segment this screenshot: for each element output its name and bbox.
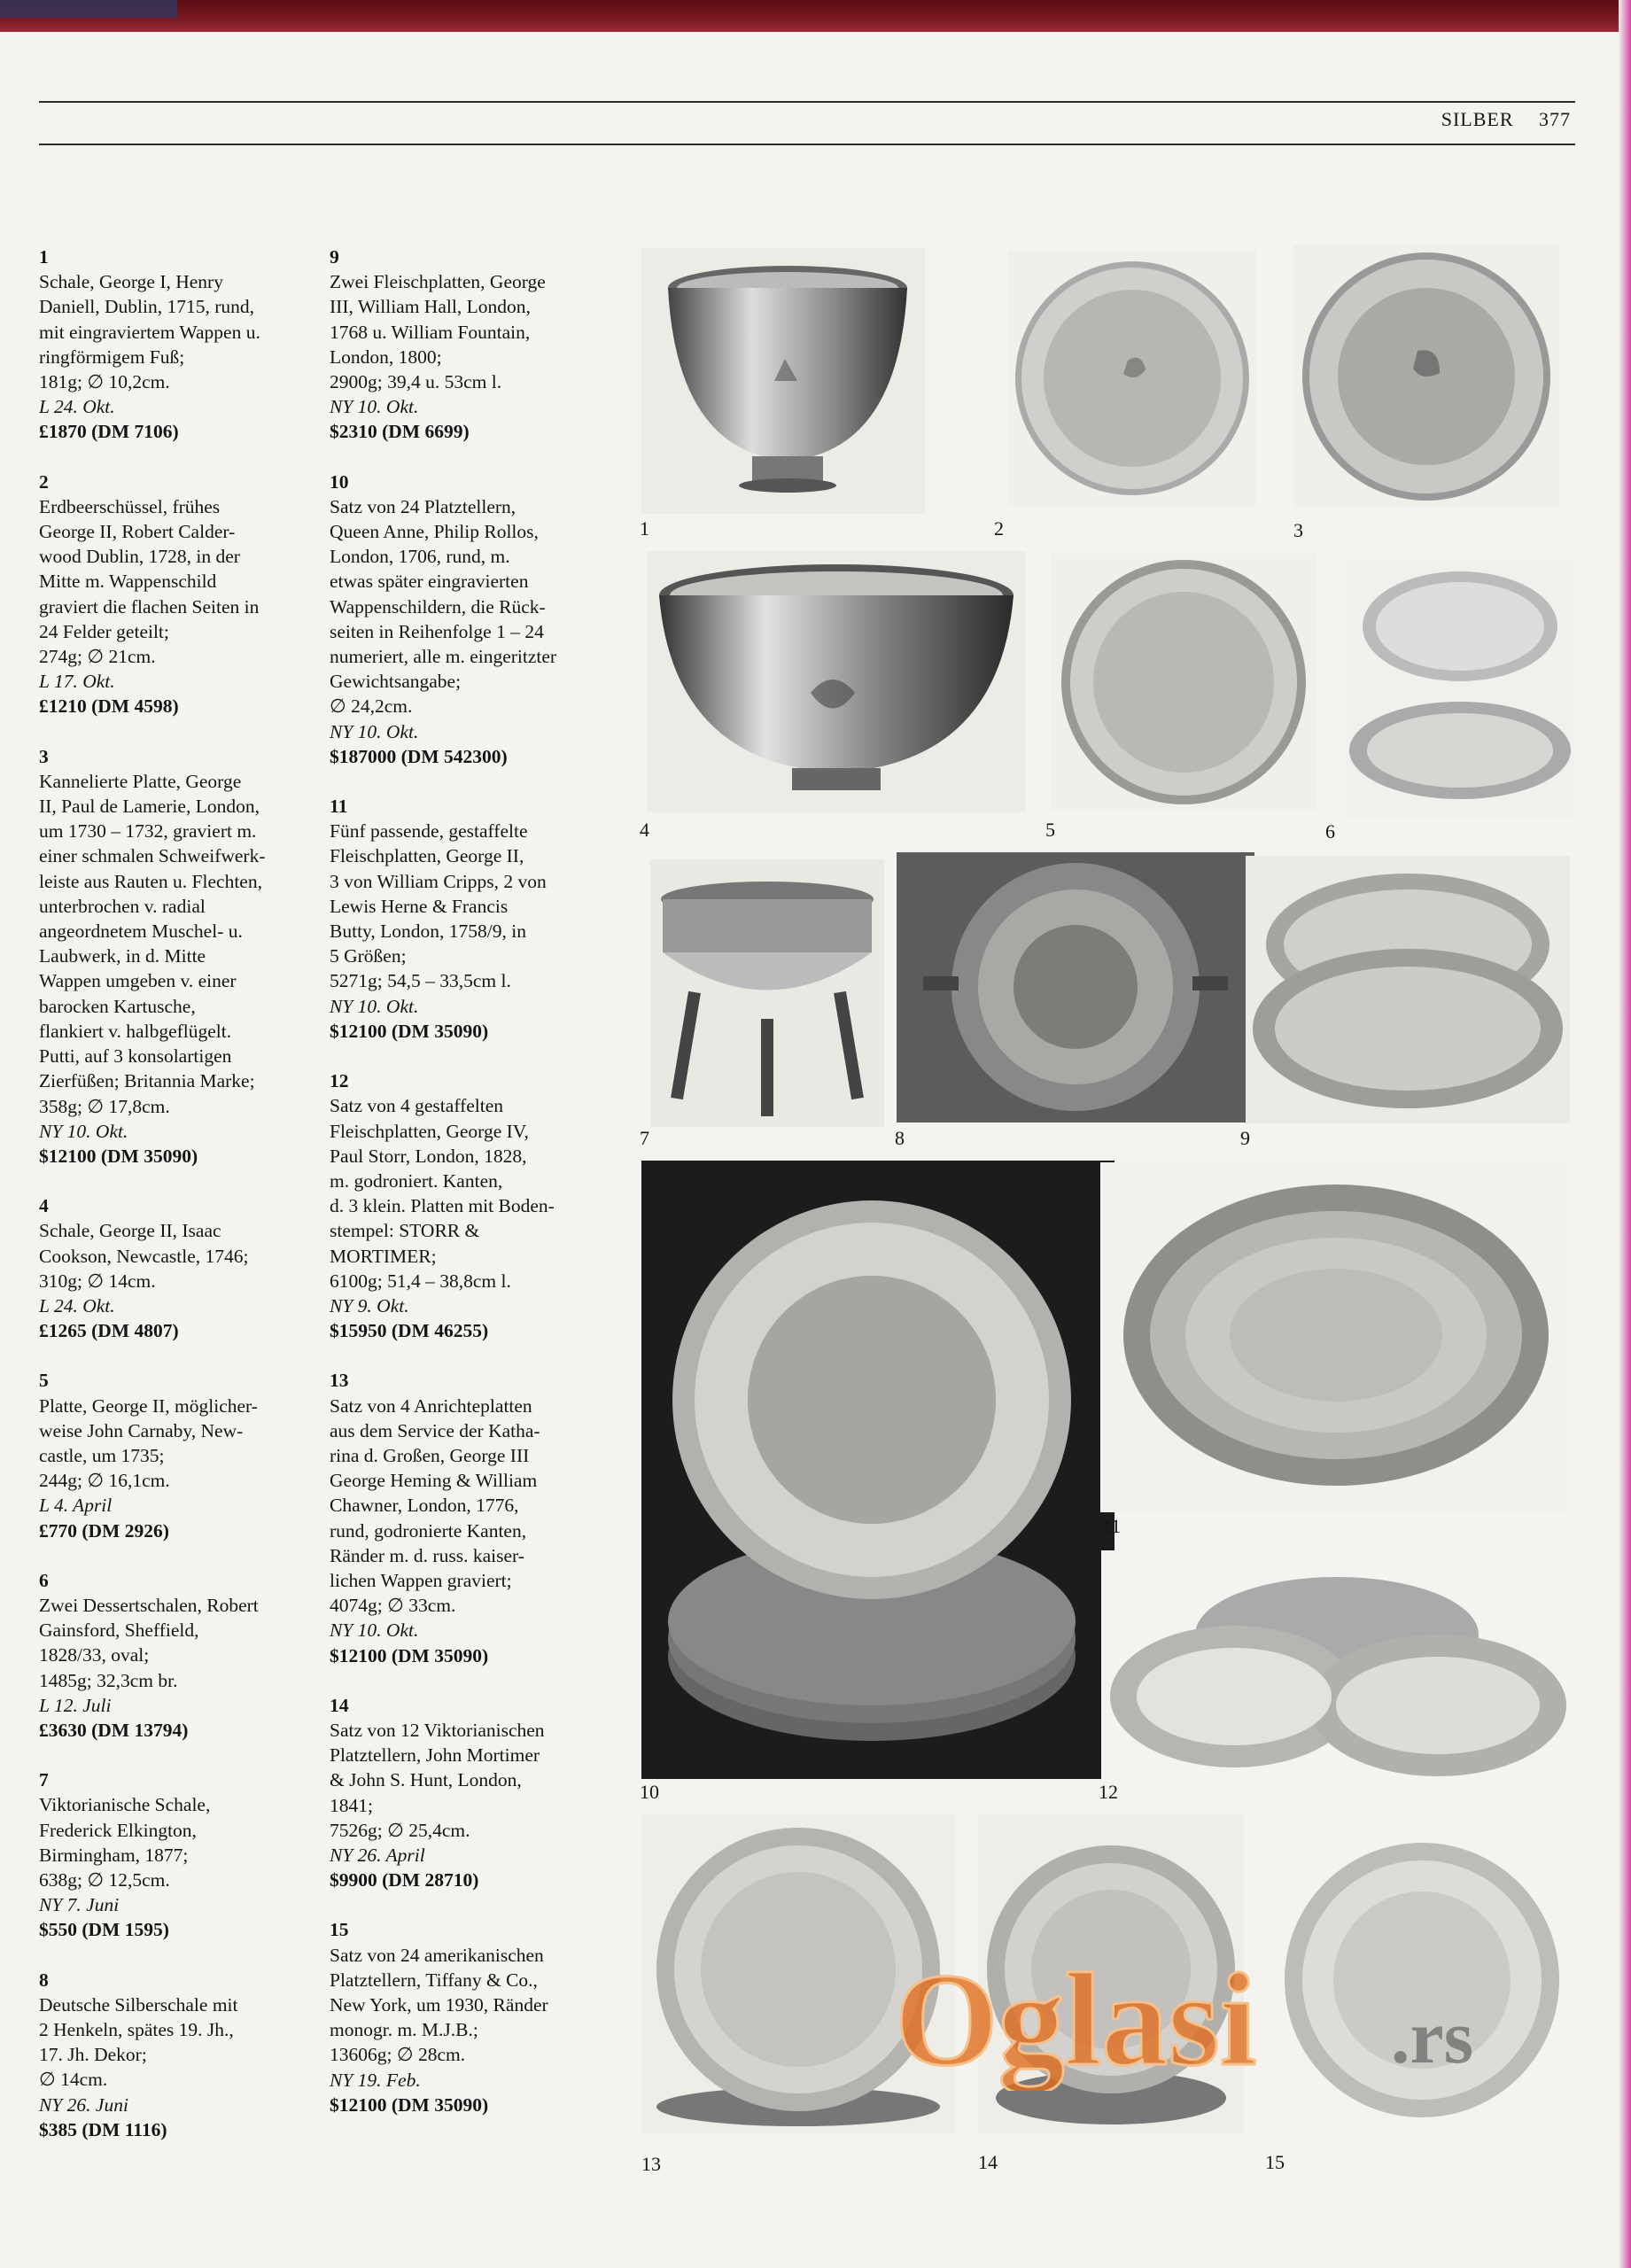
sale-info: NY 7. Juni [39,1894,120,1916]
entry-line: rund, godronierte Kanten, [330,1519,527,1542]
entry-line: Laubwerk, in d. Mitte [39,945,206,967]
entry-line: Platztellern, Tiffany & Co., [330,1969,538,1991]
price: £770 (DM 2926) [39,1519,169,1542]
entry-line: Gewichtsangabe; [330,671,462,693]
entry-line: ∅ 24,2cm. [330,695,413,718]
entry-line: 274g; ∅ 21cm. [39,646,156,668]
entry-line: MORTIMER; [330,1245,437,1267]
entry-line: 2900g; 39,4 u. 53cm l. [330,371,502,393]
price: $550 (DM 1595) [39,1919,169,1941]
photo-caption: 6 [1325,820,1335,843]
catalog-entry [330,1917,611,2117]
entry-line: 3 von William Cripps, 2 von [330,870,547,892]
photo-caption: 12 [1099,1781,1118,1803]
entry-line: Zwei Dessertschalen, Robert [39,1594,259,1616]
sale-info: NY 26. April [330,1844,425,1866]
entry-line: 24 Felder geteilt; [39,620,169,642]
lot-number: 6 [39,1569,49,1591]
lot-number: 4 [39,1195,49,1217]
photo-caption: 4 [640,819,649,841]
photo-caption: 15 [1265,2151,1285,2173]
running-head [1441,108,1571,131]
entry-line: George Heming & William [330,1470,538,1492]
photo-caption: 8 [895,1127,905,1149]
price: $12100 (DM 35090) [39,1145,198,1167]
entry-line: mit eingraviertem Wappen u. [39,321,260,343]
photo-7-victorian-bowl [650,859,884,1127]
entry-line: 17. Jh. Dekor; [39,2044,147,2066]
section-title: SILBER [1441,108,1514,130]
photo-caption: 2 [994,517,1004,540]
entry-line: angeordnetem Muschel- u. [39,920,243,943]
price: $385 (DM 1116) [39,2118,167,2140]
entry-line: 181g; ∅ 10,2cm. [39,371,170,393]
top-band-left-patch [0,0,177,18]
photo-caption: 1 [640,517,649,540]
entry-line: Satz von 4 gestaffelten [330,1095,504,1117]
lot-number: 12 [330,1070,349,1092]
entry-line: 13606g; ∅ 28cm. [330,2044,466,2066]
price: £3630 (DM 13794) [39,1719,189,1741]
sale-info: L 24. Okt. [39,396,115,418]
entry-line: II, Paul de Lamerie, London, [39,796,260,818]
entry-line: 1768 u. William Fountain, [330,321,531,343]
catalog-column-middle [330,245,611,2142]
entry-line: 7526g; ∅ 25,4cm. [330,1819,470,1841]
photo-caption: 14 [978,2151,998,2173]
lot-number: 14 [330,1694,349,1716]
entry-line: um 1730 – 1732, graviert m. [39,820,257,843]
entry-line: Daniell, Dublin, 1715, rund, [39,296,255,318]
lot-number: 1 [39,246,49,268]
entry-line: weise John Carnaby, New- [39,1419,244,1441]
price: $9900 (DM 28710) [330,1869,479,1891]
lot-number: 3 [39,745,49,767]
photo-5-scalloped-plate [1051,554,1316,811]
entry-line: George II, Robert Calder- [39,521,236,543]
right-scan-edge [1619,0,1631,2268]
entry-line: graviert die flachen Seiten in [39,595,260,617]
entry-line: Fleischplatten, George IV, [330,1120,529,1142]
lot-number: 10 [330,470,349,493]
entry-line: 4074g; ∅ 33cm. [330,1595,456,1617]
entry-line: & John S. Hunt, London, [330,1769,522,1791]
price: £1870 (DM 7106) [39,421,179,443]
entry-line: 1485g; 32,3cm br. [39,1669,178,1691]
entry-line: unterbrochen v. radial [39,895,206,917]
entry-line: Zwei Fleischplatten, George [330,271,546,293]
lot-number: 5 [39,1370,49,1392]
lot-number: 15 [330,1919,349,1941]
price: $187000 (DM 542300) [330,745,508,767]
entry-line: d. 3 klein. Platten mit Boden- [330,1195,555,1217]
entry-line: 6100g; 51,4 – 38,8cm l. [330,1270,511,1292]
sale-info: NY 19. Feb. [330,2069,421,2091]
watermark-tld: .rs [1391,1994,1474,2079]
photo-3-fluted-plate [1293,245,1559,509]
photo-8-two-handled-bowl [897,852,1254,1122]
entry-line: seiten in Reihenfolge 1 – 24 [330,620,544,642]
catalog-entry [39,470,305,719]
sale-info: NY 10. Okt. [330,396,419,418]
entry-line: 638g; ∅ 12,5cm. [39,1868,170,1891]
entry-line: 358g; ∅ 17,8cm. [39,1095,170,1117]
entry-line: Fleischplatten, George II, [330,845,524,867]
photo-caption: 11 [1102,1515,1122,1537]
entry-line: 2 Henkeln, spätes 19. Jh., [39,2019,234,2040]
header-rule-bottom [39,144,1575,145]
sale-info: NY 9. Okt. [330,1294,409,1317]
entry-line: Deutsche Silberschale mit [39,1993,238,2016]
entry-line: Viktorianische Schale, [39,1794,211,1816]
entry-line: III, William Hall, London, [330,296,531,318]
entry-line: Schale, George I, Henry [39,271,223,293]
photo-1-bowl [641,248,925,514]
entry-line: 244g; ∅ 16,1cm. [39,1470,170,1492]
sale-info: L 24. Okt. [39,1294,115,1317]
entry-line: Zierfüßen; Britannia Marke; [39,1070,255,1092]
entry-line: castle, um 1735; [39,1444,165,1466]
lot-number: 7 [39,1769,49,1791]
sale-info: NY 10. Okt. [330,1619,419,1642]
entry-line: m. godroniert. Kanten, [330,1169,503,1192]
top-color-band [0,0,1631,32]
sale-info: NY 10. Okt. [330,720,419,742]
photo-10-plates-stack [641,1161,1115,1779]
sale-info: NY 10. Okt. [39,1120,128,1142]
price: $2310 (DM 6699) [330,421,470,443]
photo-caption: 13 [641,2153,661,2175]
header-rule-top [39,101,1575,103]
entry-line: aus dem Service der Katha- [330,1419,540,1441]
catalog-entry [39,1368,305,1542]
catalog-entry [39,744,305,1169]
entry-line: leiste aus Rauten u. Flechten, [39,870,262,892]
photo-caption: 9 [1240,1127,1250,1149]
entry-line: Gainsford, Sheffield, [39,1619,199,1642]
entry-line: Frederick Elkington, [39,1819,197,1841]
price: $12100 (DM 35090) [330,1644,489,1666]
price: £1210 (DM 4598) [39,695,179,718]
entry-line: Platztellern, John Mortimer [330,1744,540,1767]
entry-line: Satz von 12 Viktorianischen [330,1719,545,1741]
entry-line: Satz von 24 Platztellern, [330,495,516,517]
price: £1265 (DM 4807) [39,1320,179,1342]
entry-line: 1828/33, oval; [39,1644,150,1666]
sale-info: NY 26. Juni [39,2093,128,2116]
entry-line: 1841; [330,1794,373,1816]
lot-number: 11 [330,796,348,818]
catalog-entry [330,245,611,445]
entry-line: numeriert, alle m. eingeritzter [330,646,557,668]
photo-9-meat-platters [1246,856,1570,1123]
catalog-entry [330,470,611,769]
entry-line: Wappen umgeben v. einer [39,970,237,992]
catalog-entry [39,245,305,445]
photo-6-dessert-dishes [1347,560,1573,819]
entry-line: Erdbeerschüssel, frühes [39,495,221,517]
lot-number: 8 [39,1969,49,1991]
entry-line: Wappenschildern, die Rück- [330,595,546,617]
catalog-entry [39,1968,305,2142]
photo-11-staggered-platters [1100,1162,1572,1512]
photo-caption: 7 [640,1127,649,1149]
entry-line: rina d. Großen, George III [330,1444,530,1466]
entry-line: Lewis Herne & Francis [330,895,509,917]
catalog-entry [39,1193,305,1343]
price: $12100 (DM 35090) [330,1020,489,1042]
entry-line: New York, um 1930, Ränder [330,1994,548,2016]
entry-line: Putti, auf 3 konsolartigen [39,1045,232,1068]
entry-line: etwas später eingravierten [330,571,529,593]
photo-4-bowl [647,551,1026,812]
entry-line: Platte, George II, möglicher- [39,1394,258,1417]
catalog-entry [330,1693,611,1893]
watermark-brand: Oglasi [895,1949,1257,2091]
catalog-entry [330,1068,611,1343]
entry-line: Schale, George II, Isaac [39,1220,221,1242]
entry-line: Paul Storr, London, 1828, [330,1145,527,1167]
photo-caption: 10 [640,1781,659,1803]
photo-caption: 3 [1293,519,1303,541]
entry-line: Fünf passende, gestaffelte [330,820,528,843]
catalog-entry [39,1568,305,1743]
photo-12-gadrooned-platters [1101,1550,1573,1781]
sale-info: L 12. Juli [39,1694,112,1716]
entry-line: flankiert v. halbgeflügelt. [39,1020,232,1042]
photo-caption: 5 [1045,819,1055,841]
entry-line: Kannelierte Platte, George [39,770,242,792]
entry-line: London, 1706, rund, m. [330,546,510,568]
entry-line: einer schmalen Schweifwerk- [39,845,266,867]
sale-info: L 17. Okt. [39,671,115,693]
lot-number: 9 [330,246,339,268]
entry-line: 310g; ∅ 14cm. [39,1270,156,1292]
entry-line: London, 1800; [330,346,442,368]
entry-line: ∅ 14cm. [39,2069,108,2091]
oglasi-watermark-logo [895,1949,1577,2091]
page-number: 377 [1539,108,1571,130]
entry-line: 5271g; 54,5 – 33,5cm l. [330,970,511,992]
entry-line: Queen Anne, Philip Rollos, [330,521,539,543]
catalog-entry [330,794,611,1044]
lot-number: 13 [330,1370,349,1392]
entry-line: Ränder m. d. russ. kaiser- [330,1544,524,1566]
entry-line: wood Dublin, 1728, in der [39,546,240,568]
catalog-column-left [39,245,305,2167]
entry-line: Mitte m. Wappenschild [39,571,217,593]
entry-line: lichen Wappen graviert; [330,1569,512,1591]
entry-line: 5 Größen; [330,945,407,967]
price: $12100 (DM 35090) [330,2093,489,2116]
sale-info: L 4. April [39,1495,113,1517]
entry-line: barocken Kartusche, [39,995,196,1017]
sale-info: NY 10. Okt. [330,995,419,1017]
entry-line: Birmingham, 1877; [39,1844,189,1866]
entry-line: monogr. m. M.J.B.; [330,2019,478,2041]
entry-line: stempel: STORR & [330,1220,480,1242]
entry-line: Chawner, London, 1776, [330,1495,519,1517]
entry-line: Cookson, Newcastle, 1746; [39,1245,249,1267]
entry-line: Satz von 4 Anrichteplatten [330,1394,532,1417]
catalog-entry [39,1767,305,1942]
photo-2-plate [1008,250,1256,507]
catalog-entry [330,1368,611,1667]
entry-line: Butty, London, 1758/9, in [330,920,526,943]
lot-number: 2 [39,470,49,493]
entry-line: Satz von 24 amerikanischen [330,1944,544,1966]
price: $15950 (DM 46255) [330,1320,489,1342]
entry-line: ringförmigem Fuß; [39,346,185,368]
